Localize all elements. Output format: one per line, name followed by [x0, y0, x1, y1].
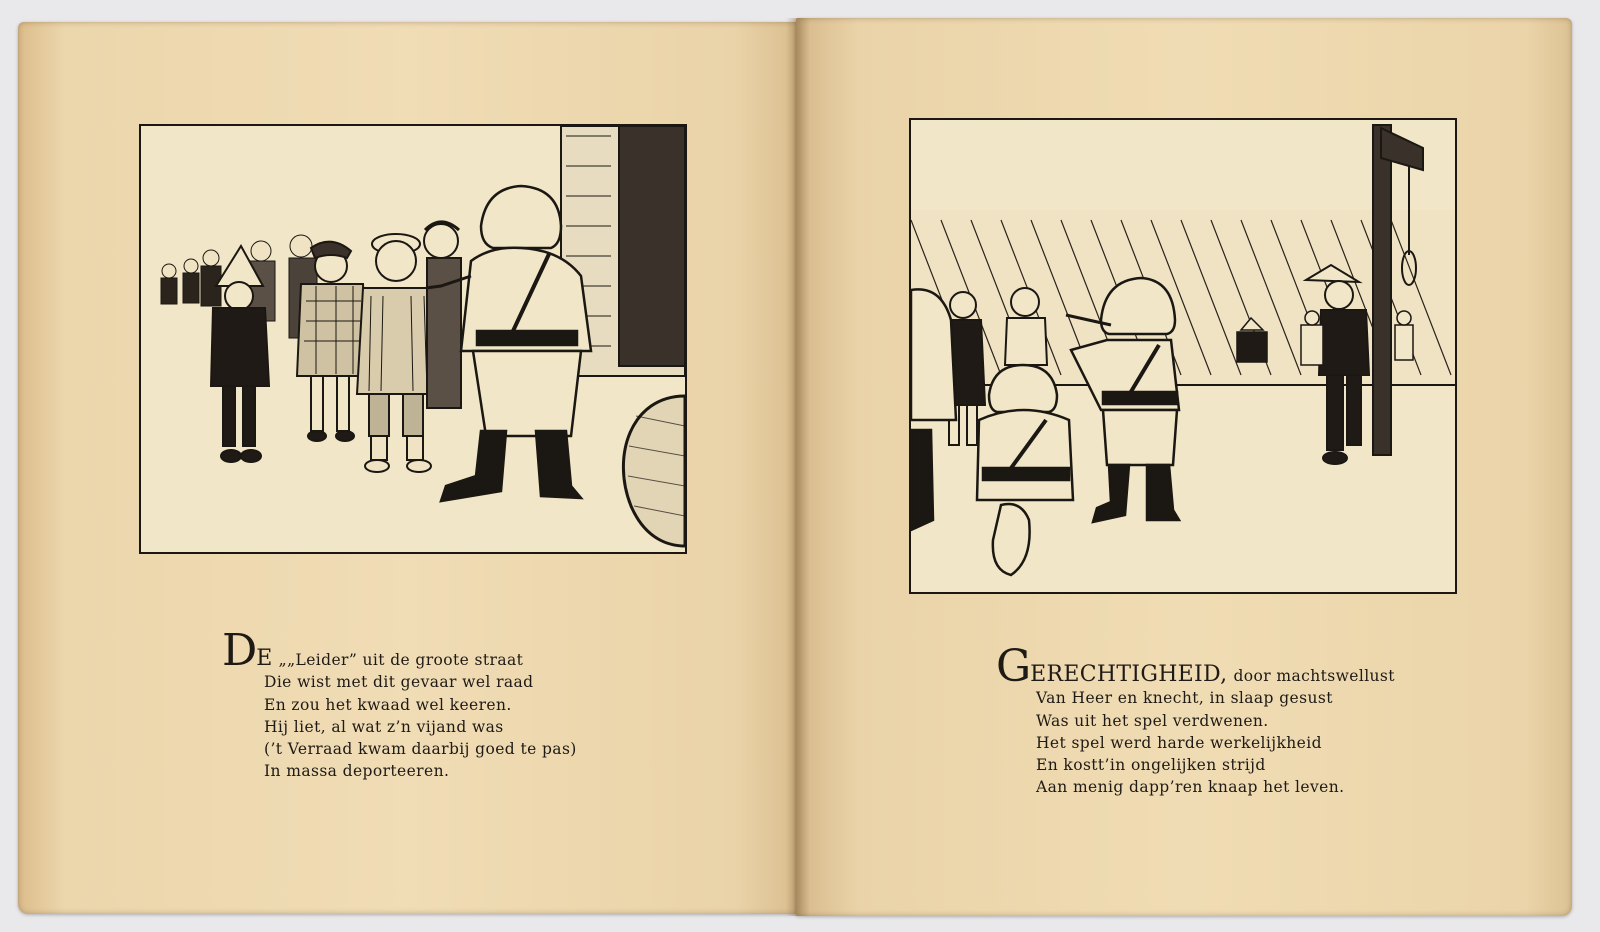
left-first-line-rest: „„Leider” uit de groote straat [278, 651, 524, 669]
left-dropcap: D [222, 625, 257, 676]
poem-line: Het spel werd harde werkelijkheid [1036, 733, 1322, 752]
poem-line: In massa deporteeren. [264, 762, 450, 781]
right-illustration [909, 118, 1457, 594]
book-gutter [786, 18, 810, 916]
poem-line: Van Heer en knecht, in slaap gesust [1036, 689, 1333, 708]
deportation-drawing [141, 126, 685, 552]
poem-line: Aan menig dapp’ren knaap het leven. [1036, 778, 1345, 797]
right-poem [996, 641, 1395, 799]
poem-line: Was uit het spel verdwenen. [1036, 711, 1269, 730]
poem-line: Hij liet, al wat z’n vijand was [264, 717, 504, 736]
poem-line: (’t Verraad kwam daarbij goed te pas) [264, 740, 577, 759]
right-dropcap: G [996, 641, 1031, 692]
poem-line: Die wist met dit gevaar wel raad [264, 673, 534, 692]
right-lead-caps: ERECHTIGHEID, [1030, 662, 1228, 687]
right-poem-first-line [996, 641, 1395, 692]
right-first-line-rest: door machtswellust [1233, 667, 1395, 685]
left-lead-caps: E [256, 646, 273, 671]
poem-line: En kostt’in ongelijken strijd [1036, 756, 1266, 775]
poem-line: En zou het kwaad wel keeren. [264, 695, 512, 714]
left-poem-first-line [222, 625, 577, 676]
execution-drawing [911, 120, 1455, 592]
left-poem [222, 625, 577, 783]
left-illustration [139, 124, 687, 554]
